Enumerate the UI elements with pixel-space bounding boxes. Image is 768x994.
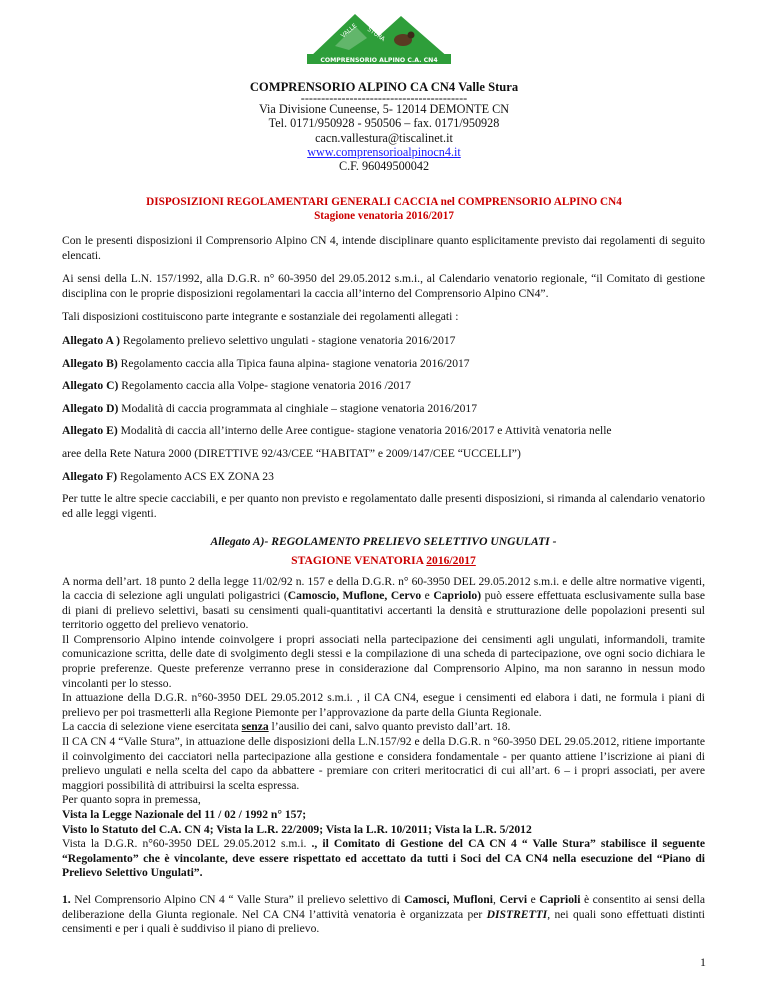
phone: Tel. 0171/950928 - 950506 – fax. 0171/950928 <box>268 116 500 131</box>
allegato-item: Allegato E) Modalità di caccia all’interno delle Aree contigue- stagione venatoria 2016/2017 e Attività venatoria nelle <box>62 424 612 438</box>
intro-paragraph-2: Ai sensi della L.N. 157/1992, alla D.G.R. n° 60-3950 del 29.05.2012 s.m.i., al Calendario venatorio regionale, “il Comitato di gestione disciplina con le proprie disposizioni regolamentari la caccia all’interno del Comprensorio Alpino CN4”. <box>62 272 705 300</box>
header-block <box>0 80 768 173</box>
email: cacn.vallestura@tiscalinet.it <box>315 130 453 145</box>
header-rule: ----------------------------------------- <box>300 91 468 106</box>
page-number: 1 <box>700 955 706 969</box>
address: Via Divisione Cuneense, 5- 12014 DEMONTE CN <box>258 102 510 117</box>
allegato-item: Allegato F) Regolamento ACS EX ZONA 23 <box>62 469 274 483</box>
fiscal-code: C.F. 96049500042 <box>338 159 430 174</box>
section-a-paragraph: A norma dell’art. 18 punto 2 della legge 11/02/92 n. 157 e della D.G.R. n° 60-3950 DEL 29.05.2012 s.m.i. e delle altre normative vigenti, la caccia di selezione agli ungulati poligastrici (Camoscio, Muflone, Cervo e Capriolo) può essere effettuata esclusivamente sulla base di piani di prelievo selettivi, basati su censimenti quali-quantitativi accertanti la densità e strutturazione delle popolazioni presenti sul territorio oggetto del prelievo venatorio. <box>62 574 705 632</box>
website-link[interactable]: www.comprensorioalpinocn4.it <box>307 144 461 159</box>
section-a-paragraph: La caccia di selezione viene esercitata senza l’ausilio dei cani, salvo quanto previsto dall’art. 18. <box>62 720 511 734</box>
logo-left-text: VALLE <box>339 22 359 40</box>
intro-paragraph-1: Con le presenti disposizioni il Comprensorio Alpino CN 4, intende disciplinare quanto esplicitamente previsto dai regolamenti di seguito elencati. <box>62 234 705 262</box>
title-line2: Stagione venatoria 2016/2017 <box>314 210 454 222</box>
logo-text: COMPRENSORIO ALPINO C.A. CN4 <box>320 57 438 64</box>
logo-icon <box>305 8 453 66</box>
section-a-paragraph: Per quanto sopra in premessa, <box>62 793 201 807</box>
section-a-paragraph: In attuazione della D.G.R. n°60-3950 DEL 29.05.2012 s.m.i. , il CA CN4, esegue i censimenti ed elabora i dati, ne formula i piani di prelievo per poi trasmetterli alla Regione Piemonte per l’approvazione da parte della Giunta Regionale. <box>62 691 705 719</box>
document-title <box>0 195 768 223</box>
allegato-item: Allegato A ) Regolamento prelievo selettivo ungulati - stagione venatoria 2016/2017 <box>62 333 456 347</box>
section-a-heading: Allegato A)- REGOLAMENTO PRELIEVO SELETTIVO UNGULATI - <box>210 535 557 549</box>
section-a-paragraph: Visto lo Statuto del C.A. CN 4; Vista la L.R. 22/2009; Vista la L.R. 10/2011; Vista la L.R. 5/2012 <box>62 822 532 836</box>
section-a-subheading: STAGIONE VENATORIA 2016/2017 <box>291 553 476 567</box>
allegato-item: Allegato D) Modalità di caccia programmata al cinghiale – stagione venatoria 2016/2017 <box>62 401 477 415</box>
allegato-item: Allegato C) Regolamento caccia alla Volpe- stagione venatoria 2016 /2017 <box>62 379 411 393</box>
section-a-paragraph: Il CA CN 4 “Valle Stura”, in attuazione delle disposizioni della L.N.157/92 e della D.G.R. n °60-3950 DEL 29.05.2012, ritiene importante il coinvolgimento dei cacciatori nella partecipazione alla gestione e considera fondamentale - per quanto attiene l’iscrizione ai piani di prelievo ungulati e nella scelta del capo da abbattere - premiare con criteri meritocratici di cui all’art. 6 – i propri associati, per avere maggiori possibilità di attribuirsi la scelta espressa. <box>62 735 705 792</box>
document-body <box>62 234 705 937</box>
section-a-paragraph: Vista la Legge Nazionale del 11 / 02 / 1992 n° 157; <box>62 808 307 821</box>
section-a-paragraph: Vista la D.G.R. n°60-3950 DEL 29.05.2012 s.m.i. ., il Comitato di Gestione del CA CN 4 “ Valle Stura” stabilisce il seguente “Regolamento” che è vincolante, deve essere rispettato ed accettato da tutti i Soci del CA CN4 nella esecuzione del “Piano di Prelievo Selettivo Ungulati”. <box>62 837 705 880</box>
closing-intro: Per tutte le altre specie cacciabili, e per quanto non previsto e regolamentato dalle presenti disposizioni, si rimanda al calendario venatorio ed alle leggi vigenti. <box>62 492 705 520</box>
org-name: COMPRENSORIO ALPINO CA CN4 Valle Stura <box>249 80 519 94</box>
title-line1: DISPOSIZIONI REGOLAMENTARI GENERALI CACCIA nel COMPRENSORIO ALPINO CN4 <box>146 196 622 208</box>
allegato-item: aree della Rete Natura 2000 (DIRETTIVE 92/43/CEE “HABITAT” e 2009/147/CEE “UCCELLI”) <box>62 446 521 460</box>
allegato-item: Allegato B) Regolamento caccia alla Tipica fauna alpina- stagione venatoria 2016/2017 <box>62 356 470 370</box>
section-a-body <box>62 575 705 937</box>
section-a-paragraph: Il Comprensorio Alpino intende coinvolgere i propri associati nella partecipazione dei censimenti agli ungulati, informandoli, tramite comunicazione scritta, delle date di svolgimento degli stessi e la compilazione di una scheda di partecipazione, ove ogni socio dichiara le proprie preferenze. Queste preferenze verranno prese in considerazione dal Comprensorio Alpino, ma non saranno in nessun modo vincolanti per lo stesso. <box>62 632 705 690</box>
logo-right-text: STURA <box>365 25 387 44</box>
intro-paragraph-3: Tali disposizioni costituiscono parte integrante e sostanziale dei regolamenti allegati : <box>62 310 459 324</box>
section-a-article-1: 1. Nel Comprensorio Alpino CN 4 “ Valle Stura” il prelievo selettivo di Camosci, Mufloni, Cervi e Caprioli è consentito ai sensi della deliberazione della Giunta regionale. Nel CA CN4 l’attività venatoria è organizzata per DISTRETTI, nei quali sono effettuati distinti censimenti e per i quali è suddiviso il piano di prelievo. <box>62 892 706 936</box>
